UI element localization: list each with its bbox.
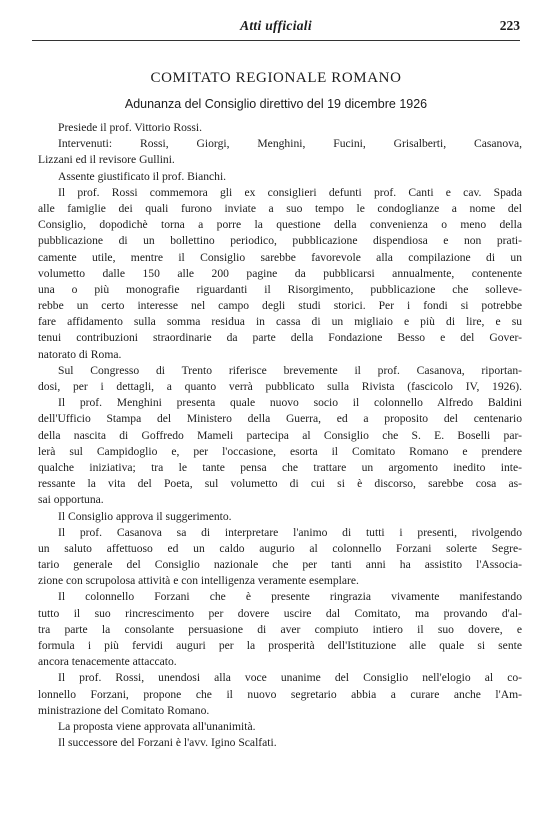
text-line: zione con scrupolosa attività e con intelligenza veramente esemplare. xyxy=(38,574,359,588)
text-line: Sul Congresso di Trento riferisce brevemente il prof. Casanova, riportan- xyxy=(58,363,522,377)
page-number: 223 xyxy=(499,18,520,33)
text-line: dosi, per i dettagli, a quanto verrà pubblicato sulla Rivista (fascicolo IV, 1926). xyxy=(38,380,522,393)
text-line: formula i più fervidi auguri per la prosperità dell'Istituzione alle quale si sente xyxy=(38,639,522,652)
text-line: rebbe un certo interesse nel campo degli studi storici. Per i fondi si potrebbe xyxy=(38,299,522,313)
text-line: Il prof. Rossi, unendosi alla voce unanime del Consiglio nell'elogio al co- xyxy=(58,671,522,685)
text-line: Il prof. Casanova sa di interpretare l'animo di tutti i presenti, rivolgendo xyxy=(58,525,522,539)
running-title: Atti ufficiali xyxy=(240,18,312,33)
text-line: della nascita di Goffredo Mameli partecipa al Consiglio che S. E. Boselli par- xyxy=(38,428,522,442)
text-line: volumetto dalle 150 alle 200 pagine da pubblicarsi annualmente, contenente xyxy=(38,266,522,280)
text-line: ancora tenacemente attaccato. xyxy=(38,655,177,669)
text-line: Assente giustificato il prof. Bianchi. xyxy=(58,169,227,183)
text-line: Lizzani ed il revisore Gullini. xyxy=(38,153,175,167)
header-rule xyxy=(32,40,520,41)
text-line: pubblicazione di un bollettino periodico, pubblicazione dispendiosa e non prati- xyxy=(38,234,522,248)
text-line: una o più monografie riguardanti il Risorgimento, pubblicazione che solleve- xyxy=(38,282,522,296)
text-line: alle famiglie dei quali furono inviate a suo tempo le condoglianze a nome del xyxy=(38,201,522,215)
text-line: tario generale del Consiglio nazionale che per tanti anni ha assistito l'Associa- xyxy=(38,558,522,572)
text-line: tra parte la consolante persuasione di aver compiuto intiero il suo dovere, e xyxy=(38,622,522,636)
text-line: fare affidamento sulla somma residua in cassa di un migliaio e più di lire, e su xyxy=(38,315,522,329)
text-line: un saluto affettuoso ed un caldo augurio al colonnello Forzani solerte Segre- xyxy=(38,541,522,555)
text-line: La proposta viene approvata all'unanimità. xyxy=(58,719,256,733)
text-line: sai opportuna. xyxy=(38,493,104,507)
text-line: natorato di Roma. xyxy=(38,347,122,361)
text-line: ressante la vita del Poeta, sul volumetto di cui si è discorso, sarebbe cosa as- xyxy=(38,477,522,491)
text-line: tenui contribuzioni straordinarie da parte della Fondazione Besso e del Gover- xyxy=(38,331,522,345)
text-line: lerà sul Campidoglio e, per l'occasione, esorta il Comitato Romano e prendere xyxy=(38,444,522,458)
minutes-body xyxy=(38,120,522,751)
text-line: dell'Ufficio Stampa del Ministero della Guerra, ed a proposito del centenario xyxy=(38,412,522,426)
text-line: Il colonnello Forzani che è presente ringrazia vivamente manifestando xyxy=(58,590,522,604)
text-line: Consiglio, dopodichè torna a porre la questione della convenienza o meno della xyxy=(38,218,522,232)
running-header xyxy=(32,10,520,38)
meeting-subtitle: Adunanza del Consiglio direttivo del 19 dicembre 1926 xyxy=(124,97,428,111)
text-line: Il successore del Forzani è l'avv. Igino Scalfati. xyxy=(58,736,277,750)
text-line: Presiede il prof. Vittorio Rossi. xyxy=(58,121,203,134)
text-line: Intervenuti: Rossi, Giorgi, Menghini, Fucini, Grisalberti, Casanova, xyxy=(58,137,522,151)
text-line: camente utile, mentre il Consiglio sarebbe favorevole alla compilazione di un xyxy=(38,250,522,264)
text-line: lonnello Forzani, propone che il nuovo segretario abbia a curare anche l'Am- xyxy=(38,687,522,701)
text-line: qualche iniziativa; tra le tante pensa che trattare un argomento inedito inte- xyxy=(38,460,522,474)
text-line: ministrazione del Comitato Romano. xyxy=(38,703,210,717)
text-line: Il prof. Menghini presenta quale nuovo socio il colonnello Alfredo Baldini xyxy=(58,396,522,410)
text-line: tutto il suo rincrescimento per dovere uscire dal Comitato, ma provando d'al- xyxy=(38,606,522,620)
section-title: COMITATO REGIONALE ROMANO xyxy=(150,70,402,86)
text-line: Il Consiglio approva il suggerimento. xyxy=(58,509,232,523)
text-line: Il prof. Rossi commemora gli ex consiglieri defunti prof. Canti e cav. Spada xyxy=(58,185,522,199)
